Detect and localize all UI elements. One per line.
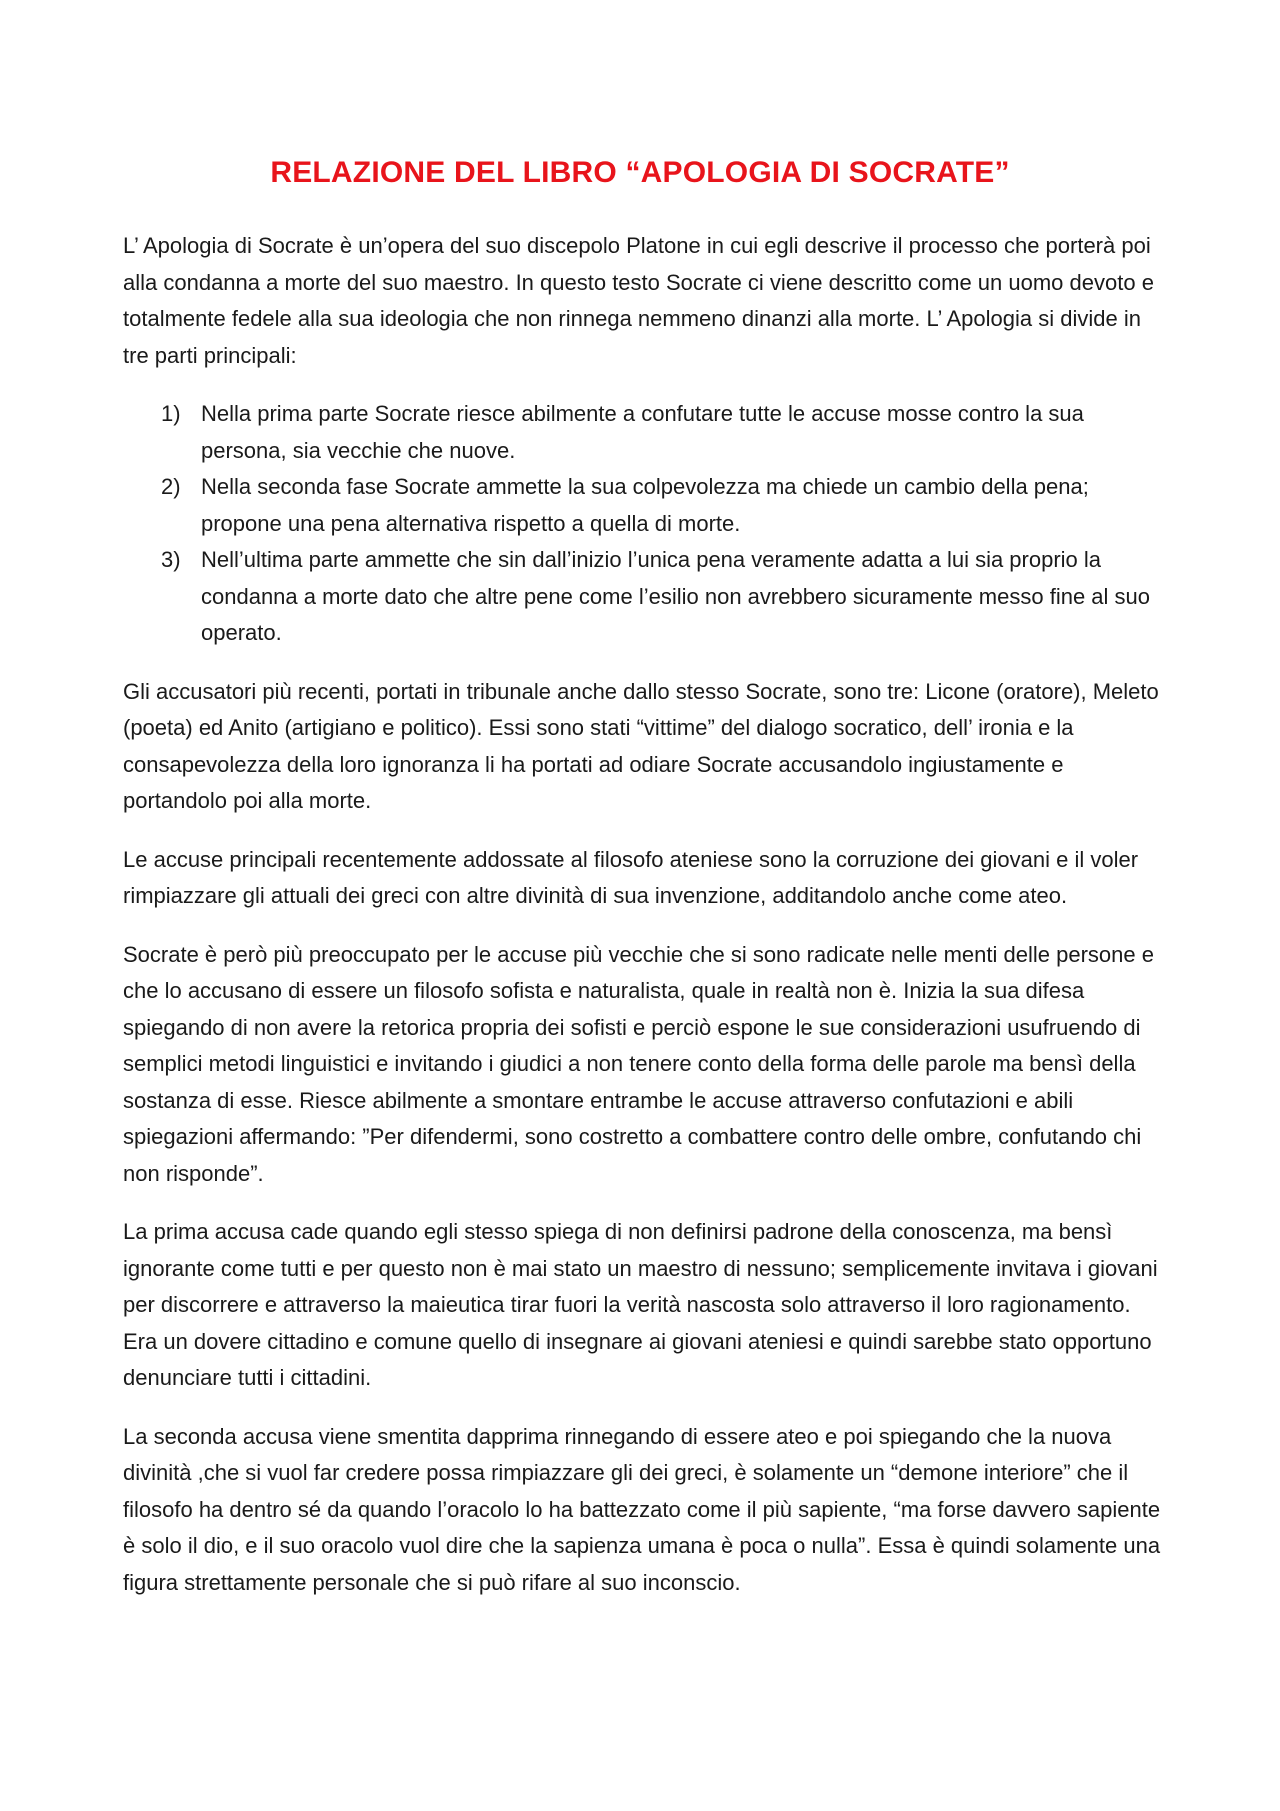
list-item-number: 1) — [161, 401, 181, 426]
list-item-text: Nella seconda fase Socrate ammette la sua colpevolezza ma chiede un cambio della pena; propone una pena alternativa rispetto a quella di morte. — [201, 474, 1089, 536]
paragraph-main-accusations: Le accuse principali recentemente addossate al filosofo ateniese sono la corruzione dei giovani e il voler rimpiazzare gli attuali dei greci con altre divinità di sua invenzione, additandolo anche come ateo. — [123, 846, 1139, 908]
list-item-number: 2) — [161, 474, 181, 499]
intro-paragraph: L’ Apologia di Socrate è un’opera del suo discepolo Platone in cui egli descrive il processo che porterà poi alla condanna a morte del suo maestro. In questo testo Socrate ci viene descritto come un uomo devoto e totalmente fedele alla sua ideologia che non rinnega nemmeno dinanzi alla morte. L’ Apologia si divide in tre parti principali: — [123, 233, 1154, 368]
paragraph-old-accusations: Socrate è però più preoccupato per le accuse più vecchie che si sono radicate nelle menti delle persone e che lo accusano di essere un filosofo sofista e naturalista, quale in realtà non è. Inizia la sua difesa spiegando di non avere la retorica propria dei sofisti e perciò espone le sue considerazioni usufruendo di semplici metodi linguistici e invitando i giudici a non tenere conto della forma delle parole ma bensì della sostanza di esse. Riesce abilmente a smontare entrambe le accuse attraverso confutazioni e abili spiegazioni affermando: ”Per difendermi, sono costretto a combattere contro delle ombre, confutando chi non risponde”. — [123, 941, 1154, 1186]
document-body — [123, 228, 1168, 1623]
list-item — [123, 542, 1168, 652]
paragraph-second-accusation: La seconda accusa viene smentita dapprima rinnegando di essere ateo e poi spiegando che la nuova divinità ,che si vuol far credere possa rimpiazzare gli dei greci, è solamente un “demone interiore” che il filosofo ha dentro sé da quando l’oracolo lo ha battezzato come il più sapiente, “ma forse davvero sapiente è solo il dio, e il suo oracolo vuol dire che la sapienza umana è poca o nulla”. Essa è quindi solamente una figura strettamente personale che si può rifare al suo inconscio. — [123, 1423, 1161, 1595]
list-item — [123, 396, 1168, 469]
paragraph-accusers: Gli accusatori più recenti, portati in tribunale anche dallo stesso Socrate, sono tre: Licone (oratore), Meleto (poeta) ed Anito (artigiano e politico). Essi sono stati “vittime” del dialogo socratico, dell’ ironia e la consapevolezza della loro ignoranza li ha portati ad odiare Socrate accusandolo ingiustamente e portandolo poi alla morte. — [123, 678, 1159, 813]
list-item-text: Nell’ultima parte ammette che sin dall’inizio l’unica pena veramente adatta a lui sia proprio la condanna a morte dato che altre pene come l’esilio non avrebbero sicuramente messo fine al suo operato. — [201, 547, 1150, 645]
list-item-text: Nella prima parte Socrate riesce abilmente a confutare tutte le accuse mosse contro la sua persona, sia vecchie che nuove. — [201, 401, 1084, 463]
list-item — [123, 469, 1168, 542]
parts-list — [123, 396, 1168, 652]
paragraph-first-accusation: La prima accusa cade quando egli stesso spiega di non definirsi padrone della conoscenza, ma bensì ignorante come tutti e per questo non è mai stato un maestro di nessuno; semplicemente invitava i giovani per discorrere e attraverso la maieutica tirar fuori la verità nascosta solo attraverso il loro ragionamento. Era un dovere cittadino e comune quello di insegnare ai giovani ateniesi e quindi sarebbe stato opportuno denunciare tutti i cittadini. — [123, 1219, 1158, 1390]
document-title: RELAZIONE DEL LIBRO “APOLOGIA DI SOCRATE” — [270, 156, 1010, 189]
list-item-number: 3) — [161, 547, 181, 572]
